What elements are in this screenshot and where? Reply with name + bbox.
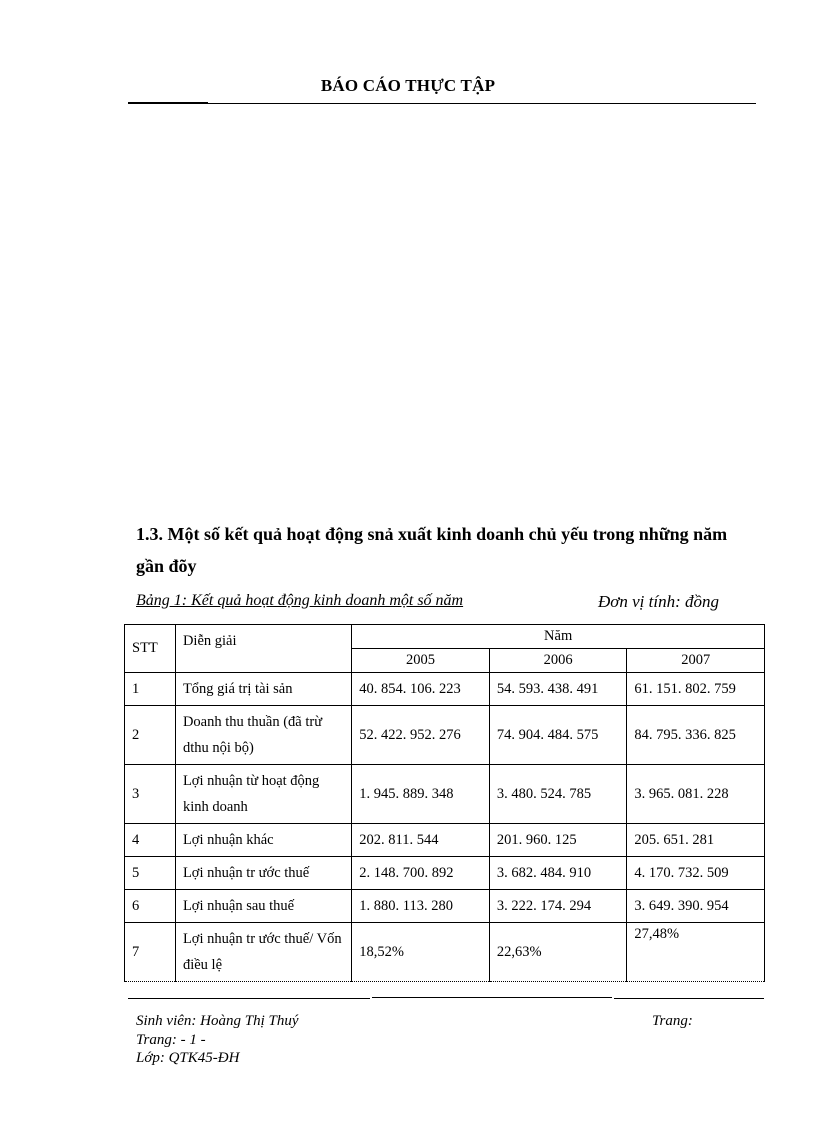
row-desc: Lợi nhuận sau thuế — [175, 890, 351, 923]
footer-student: Sinh viên: Hoàng Thị Thuý — [136, 1013, 299, 1029]
table-row — [125, 890, 765, 923]
table-unit: Đơn vị tính: đồng — [598, 592, 719, 611]
row-value: 4. 170. 732. 509 — [627, 857, 765, 890]
table-row — [125, 824, 765, 857]
row-value: 22,63% — [489, 923, 627, 982]
header-desc: Diễn giải — [175, 625, 351, 673]
row-value: 61. 151. 802. 759 — [627, 673, 765, 706]
row-value: 3. 480. 524. 785 — [489, 765, 627, 824]
footer-rule — [128, 998, 370, 999]
row-stt: 1 — [125, 673, 176, 706]
row-value: 3. 682. 484. 910 — [489, 857, 627, 890]
table-row — [125, 857, 765, 890]
footer-page-label: Trang: — [652, 1013, 693, 1029]
row-value: 27,48% — [627, 923, 765, 982]
row-stt: 4 — [125, 824, 176, 857]
footer-class: Lớp: QTK45-ĐH — [136, 1050, 240, 1066]
row-stt: 2 — [125, 706, 176, 765]
row-desc: Tổng giá trị tài sản — [175, 673, 351, 706]
header-rule-accent — [128, 102, 208, 103]
footer-page: Trang: - 1 - — [136, 1032, 206, 1048]
table-row — [125, 706, 765, 765]
row-value: 1. 880. 113. 280 — [352, 890, 490, 923]
row-stt: 5 — [125, 857, 176, 890]
row-desc: Lợi nhuận từ hoạt động kinh doanh — [175, 765, 351, 824]
row-value: 201. 960. 125 — [489, 824, 627, 857]
header-year: 2007 — [627, 649, 765, 673]
row-stt: 7 — [125, 923, 176, 982]
row-desc: Doanh thu thuần (đã trừ dthu nội bộ) — [175, 706, 351, 765]
row-desc: Lợi nhuận tr ước thuế — [175, 857, 351, 890]
table-row — [125, 765, 765, 824]
row-value: 2. 148. 700. 892 — [352, 857, 490, 890]
footer-rule — [614, 998, 764, 999]
row-value: 52. 422. 952. 276 — [352, 706, 490, 765]
table-caption: Bảng 1: Kết quả hoạt động kinh doanh một số năm — [136, 592, 464, 609]
row-value: 3. 649. 390. 954 — [627, 890, 765, 923]
row-desc: Lợi nhuận khác — [175, 824, 351, 857]
header-year-group: Năm — [352, 625, 765, 649]
row-value: 74. 904. 484. 575 — [489, 706, 627, 765]
results-table — [124, 624, 765, 982]
row-value: 1. 945. 889. 348 — [352, 765, 490, 824]
row-stt: 3 — [125, 765, 176, 824]
header-rule — [128, 103, 756, 104]
row-stt: 6 — [125, 890, 176, 923]
row-value: 84. 795. 336. 825 — [627, 706, 765, 765]
footer-rule — [372, 997, 612, 998]
table-row — [125, 673, 765, 706]
row-value: 40. 854. 106. 223 — [352, 673, 490, 706]
table-row — [125, 923, 765, 982]
page-header-title: BÁO CÁO THỰC TẬP — [320, 76, 496, 95]
row-value: 18,52% — [352, 923, 490, 982]
row-value: 3. 222. 174. 294 — [489, 890, 627, 923]
row-value: 54. 593. 438. 491 — [489, 673, 627, 706]
row-desc: Lợi nhuận tr ước thuế/ Vốn điều lệ — [175, 923, 351, 982]
header-stt: STT — [125, 625, 176, 673]
header-year: 2006 — [489, 649, 627, 673]
row-value: 202. 811. 544 — [352, 824, 490, 857]
header-year: 2005 — [352, 649, 490, 673]
row-value: 205. 651. 281 — [627, 824, 765, 857]
section-title: 1.3. Một số kết quả hoạt động snả xuất kinh doanh chủ yếu trong những năm gần đõy — [136, 524, 728, 576]
row-value: 3. 965. 081. 228 — [627, 765, 765, 824]
